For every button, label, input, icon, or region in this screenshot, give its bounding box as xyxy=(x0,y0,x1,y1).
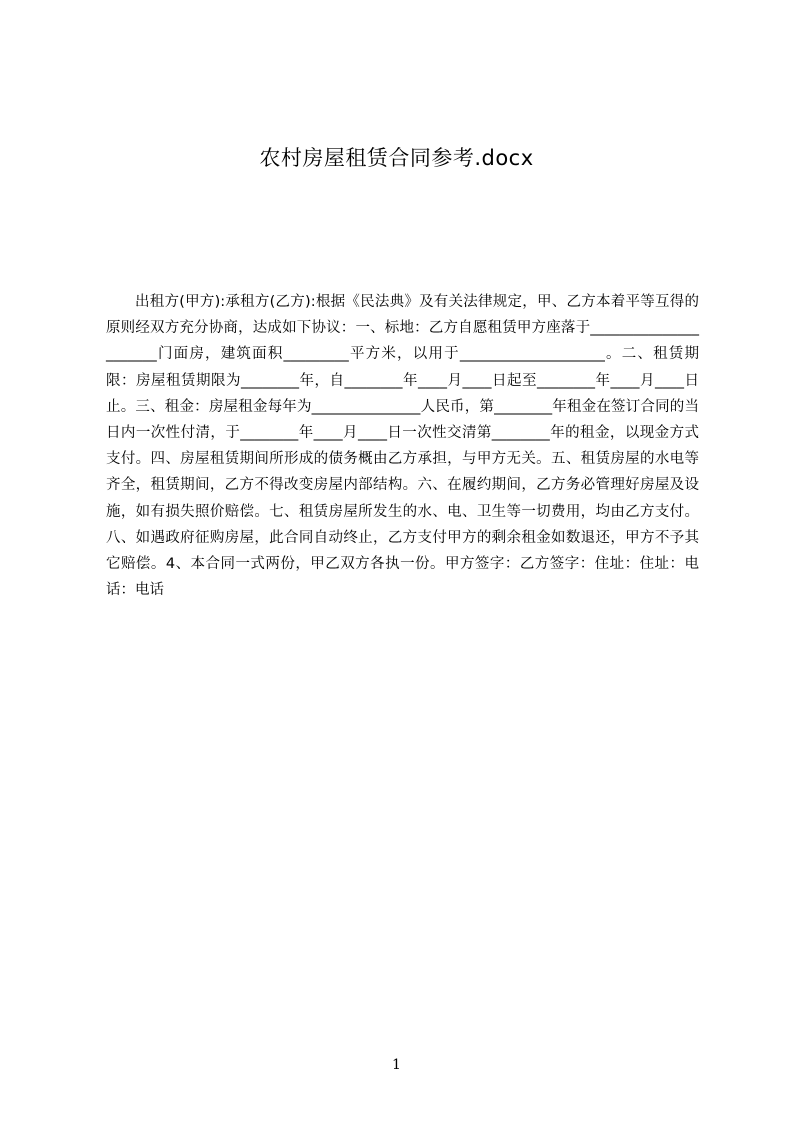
document-title: 农村房屋租赁合同参考.docx xyxy=(259,146,534,170)
contract-body-text: 出租方(甲方):承租方(乙方):根据《民法典》及有关法律规定，甲、乙方本着平等互得的原则经双方充分协商，达成如下协议：一、标地：乙方自愿租赁甲方座落于______________________门面房，建筑面积_________平方米，以用于____________________。二、租赁期限：房屋租赁期限为________年，自________年____月____日起至________年____月____日止。三、租金：房屋租金每年为_______________人民币，第________年租金在签订合同的当日内一次性付清，于________年____月____日一次性交清第________年的租金，以现金方式支付。四、房屋租赁期间所形成的债务概由乙方承担，与甲方无关。五、租赁房屋的水电等齐全，租赁期间，乙方不得改变房屋内部结构。六、在履约期间，乙方务必管理好房屋及设施，如有损失照价赔偿。七、租赁房屋所发生的水、电、卫生等一切费用，均由乙方支付。八、如遇政府征购房屋，此合同自动终止，乙方支付甲方的剩余租金如数退还，甲方不予其它赔偿。4、本合同一式两份，甲乙双方各执一份。甲方签字：乙方签字：住址：住址：电话：电话 xyxy=(106,294,699,599)
page-number: 1 xyxy=(392,1057,401,1073)
